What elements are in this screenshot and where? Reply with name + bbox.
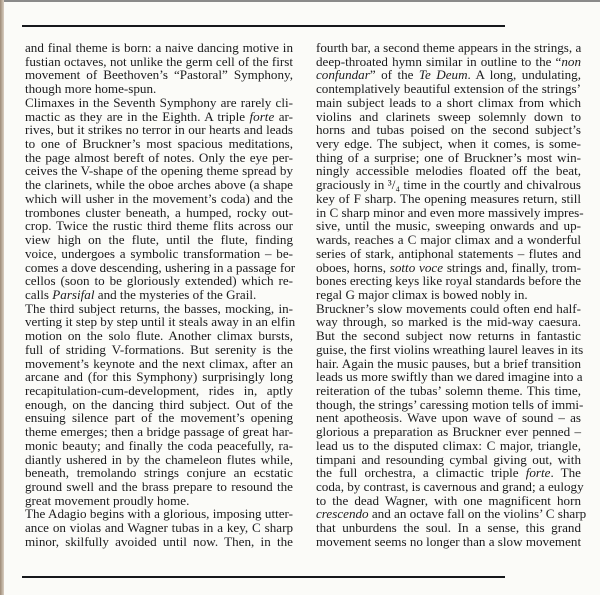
italic-phrase: forte	[525, 465, 551, 481]
bottom-rule	[22, 576, 505, 578]
text-segment: violins and clarinets sweep solemnly down to	[316, 108, 581, 124]
text-line	[316, 466, 581, 480]
text-segment: bones erecting keys like royal standards before the	[316, 273, 582, 289]
text-line	[316, 41, 581, 55]
text-line	[316, 164, 581, 178]
text-segment: ar-	[274, 108, 293, 124]
text-segment: coda, by contrast, is cavernous and grand; a eulogy	[316, 479, 584, 494]
text-line	[25, 123, 293, 137]
text-line	[316, 68, 581, 82]
text-line	[25, 535, 293, 549]
italic-phrase: sotto voce	[389, 259, 444, 275]
text-segment: beneath, tremolando strings conjure an ecstatic	[25, 465, 293, 481]
text-segment: graciously in ³/₄ time in the courtly and chivalrous	[316, 177, 581, 193]
text-segment: and the mysteries of the Grail.	[94, 286, 257, 302]
text-line	[316, 396, 584, 412]
text-segment: horns and tubas poised on the second subject’s	[316, 122, 581, 138]
italic-phrase: crescendo	[316, 506, 369, 522]
text-segment: But the second subject now returns in fantastic	[316, 328, 581, 344]
italic-phrase: confundar	[316, 67, 370, 83]
text-line	[25, 274, 293, 288]
text-line	[25, 233, 293, 247]
text-segment: ” of the	[369, 67, 419, 83]
text-line	[316, 82, 581, 96]
text-line	[316, 55, 581, 69]
text-line	[25, 439, 293, 453]
text-line	[25, 494, 293, 508]
text-line	[25, 329, 293, 343]
text-line	[25, 137, 293, 151]
text-segment: deep-throated hymn similar in outline to the “	[316, 53, 562, 69]
text-segment: mactic as they are in the Eighth. A triple	[25, 108, 250, 124]
text-line	[25, 55, 293, 69]
text-line	[316, 96, 581, 110]
text-line	[25, 302, 293, 316]
text-segment: calls	[25, 286, 53, 302]
text-segment: and an octave fall on the violins’ C sharp	[368, 506, 587, 522]
text-line	[316, 274, 581, 288]
text-segment: ningly accessible melodies floated off the beat,	[316, 163, 581, 179]
text-line	[25, 151, 293, 165]
text-line	[25, 357, 293, 371]
text-line	[316, 411, 581, 425]
text-segment: diantly ushered in by the chameleon flutes while,	[25, 451, 293, 467]
text-segment: view high on the flute, until the flute, finding	[25, 232, 293, 248]
text-line	[316, 192, 581, 206]
text-line	[25, 466, 293, 480]
text-line	[316, 384, 581, 398]
text-line	[25, 384, 293, 398]
text-segment: oboes, horns,	[316, 259, 390, 275]
text-line	[316, 479, 584, 494]
text-line	[25, 206, 293, 220]
text-segment: fustian octaves, not unlike the germ cell of the first	[25, 53, 293, 69]
text-segment: the full orchestra, a climactic triple	[316, 465, 526, 481]
text-segment: minor, skilfully avoided until now. Then, in the	[25, 533, 293, 549]
text-line	[316, 110, 581, 124]
text-segment: very edge. The subject, when it comes, is some-	[316, 136, 581, 152]
text-line	[25, 247, 293, 261]
text-line	[316, 341, 584, 357]
text-segment: main subject leads to a short climax from which	[316, 94, 581, 110]
text-segment: that unburdens the soul. In a sense, this grand	[316, 520, 581, 536]
text-segment: verting it step by step until it steals away in an elfin	[25, 314, 296, 330]
text-segment: the clarinets, while the oboe arches above (a shape	[25, 177, 293, 193]
text-line	[316, 204, 584, 220]
text-line	[25, 343, 293, 357]
text-line	[25, 110, 293, 124]
text-segment: full of striding V-formations. But serenity is the	[25, 341, 293, 357]
text-segment: . The	[550, 465, 581, 481]
text-segment: great movement proudly home.	[25, 492, 190, 508]
text-segment: recapitulation-cum-development, rides in, aptly	[25, 382, 293, 398]
text-segment: contemplatively beautiful extension of the strings’	[316, 81, 581, 97]
text-segment: regal G major climax is bowed nobly in.	[316, 286, 528, 302]
text-segment: though, the strings’ caressing motion tells of immi-	[316, 396, 584, 412]
text-line	[316, 453, 581, 467]
text-segment: theme emerges; then a bridge passage of great har-	[25, 424, 293, 440]
top-rule	[22, 25, 505, 27]
text-line	[316, 288, 581, 302]
text-segment: comes a dove descending, ushering in a passage for	[25, 259, 296, 275]
text-line	[316, 315, 581, 329]
text-line	[316, 123, 581, 137]
text-segment: strings and, finally, trom-	[443, 259, 581, 275]
text-segment: monic beauty; and finally the coda peacefully, ra-	[25, 437, 293, 453]
text-line	[25, 480, 293, 494]
text-line	[316, 137, 581, 151]
text-segment: movement’s keynote and the next climax, after an	[25, 355, 293, 371]
text-segment: fourth bar, a second theme appears in the strings, a	[316, 40, 582, 55]
italic-phrase: Parsifal	[52, 286, 95, 302]
text-line	[25, 453, 293, 467]
text-line	[25, 96, 293, 110]
text-segment: reiteration of the tubas’ solemn theme. This time,	[316, 382, 581, 398]
text-line	[316, 261, 581, 275]
text-segment: ceives the V-shape of the opening theme spread by	[25, 163, 293, 179]
text-segment: hair. Again the music pauses, but a brief transition	[316, 355, 581, 371]
text-segment: series of stark, antiphonal statements – flutes and	[316, 245, 581, 261]
text-segment: movement seems no longer than a slow movement	[316, 533, 582, 549]
text-segment: which will usher in the movement’s coda) and the	[25, 190, 293, 206]
text-segment: the page almost bereft of notes. Only the eye per-	[25, 149, 293, 165]
text-line	[25, 82, 293, 96]
text-line	[25, 370, 293, 384]
text-segment: though more home-spun.	[25, 81, 157, 97]
italic-phrase: Te Deum	[418, 67, 468, 83]
text-line	[25, 288, 293, 302]
text-line	[316, 233, 581, 247]
text-segment: to the dead Wagner, with one magnificent horn	[316, 492, 581, 508]
text-segment: sive, until the music, sweeping onwards and up-	[316, 218, 581, 234]
text-segment: Climaxes in the Seventh Symphony are rarely cli-	[25, 94, 293, 110]
text-line	[25, 164, 293, 178]
text-segment: way through, so marked is the mid-way caesura.	[316, 314, 581, 330]
text-segment: ance on violas and Wagner tubas in a key, C sharp	[25, 520, 293, 536]
text-segment: to one of Bruckner’s most spacious meditations,	[25, 136, 293, 152]
text-segment: lead us to the disputed climax: C major, triangle,	[316, 437, 581, 453]
text-line	[316, 247, 581, 261]
text-line	[316, 219, 581, 233]
text-line	[316, 357, 581, 371]
text-line	[25, 425, 293, 439]
text-segment: crop. Twice the rustic third theme flits across our	[25, 218, 293, 234]
text-line	[25, 521, 293, 535]
text-segment: enough, on the dancing third subject. Out of the	[25, 396, 293, 412]
text-segment: timpani and resounding cymbal giving out, with	[316, 451, 581, 467]
text-segment: in C sharp minor and even more massively impres-	[316, 204, 584, 220]
text-line	[25, 411, 293, 425]
text-line	[25, 314, 296, 330]
text-segment: nent apotheosis. Wave upon wave of sound – as	[316, 410, 581, 426]
text-segment: ensuing silence part of the movement’s opening	[25, 410, 293, 426]
text-segment: motion on the solo flute. Another climax bursts,	[25, 328, 293, 344]
text-line	[316, 302, 581, 316]
text-segment: thing of a surprise; one of Bruckner’s most win-	[316, 149, 581, 165]
text-segment: Bruckner’s slow movements could often end half-	[316, 300, 581, 316]
text-line	[25, 68, 293, 82]
text-line	[316, 370, 581, 384]
text-segment: leads us more swiftly than we dared imagine into a	[316, 369, 583, 385]
italic-phrase: non	[561, 53, 581, 69]
text-segment: guise, the first violins wreathing laurel leaves in its	[316, 341, 584, 357]
text-segment: and final theme is born: a naive dancing motive in	[25, 40, 293, 55]
text-segment: rives, but it strikes no terror in our hearts and leads	[25, 122, 293, 138]
page-top-edge	[0, 0, 600, 2]
text-line	[316, 439, 581, 453]
text-line	[316, 521, 581, 535]
text-line	[25, 178, 293, 192]
text-segment: voice, undergoes a symbolic transformation – be-	[25, 245, 293, 261]
text-line	[25, 259, 296, 275]
text-segment: movement of Beethoven’s “Pastoral” Symphony,	[25, 67, 293, 83]
text-line	[25, 398, 293, 412]
text-line	[25, 507, 293, 521]
text-line	[316, 535, 581, 549]
text-line	[316, 425, 581, 439]
text-line	[316, 329, 581, 343]
text-segment: key of F sharp. The opening measures return, still	[316, 190, 581, 206]
text-segment: The Adagio begins with a glorious, imposing utter-	[25, 506, 293, 522]
text-segment: . A long, undulating,	[467, 67, 582, 83]
text-line	[316, 178, 581, 192]
right-text-column	[316, 40, 587, 549]
text-line	[25, 41, 293, 55]
text-segment: wards, reaches a C major climax and a wonderful	[316, 232, 581, 248]
text-segment: arcane and (for this Symphony) surprisingly long	[25, 369, 293, 385]
italic-phrase: forte	[249, 108, 275, 124]
text-line	[316, 151, 581, 165]
text-line	[316, 494, 581, 508]
page-left-edge	[0, 0, 4, 595]
text-segment: trombones cluster beneath, a humped, rocky out-	[25, 204, 293, 220]
text-segment: glorious a preparation as Bruckner ever penned –	[316, 424, 581, 440]
text-line	[316, 506, 587, 522]
left-text-column	[25, 40, 296, 549]
text-segment: The third subject returns, the basses, mocking, in-	[25, 300, 293, 316]
text-segment: ground swell and the brass prepare to resound the	[25, 479, 293, 494]
text-line	[25, 192, 293, 206]
text-line	[25, 219, 293, 233]
text-segment: cellos (soon to be gloriously extended) which re-	[25, 273, 293, 289]
